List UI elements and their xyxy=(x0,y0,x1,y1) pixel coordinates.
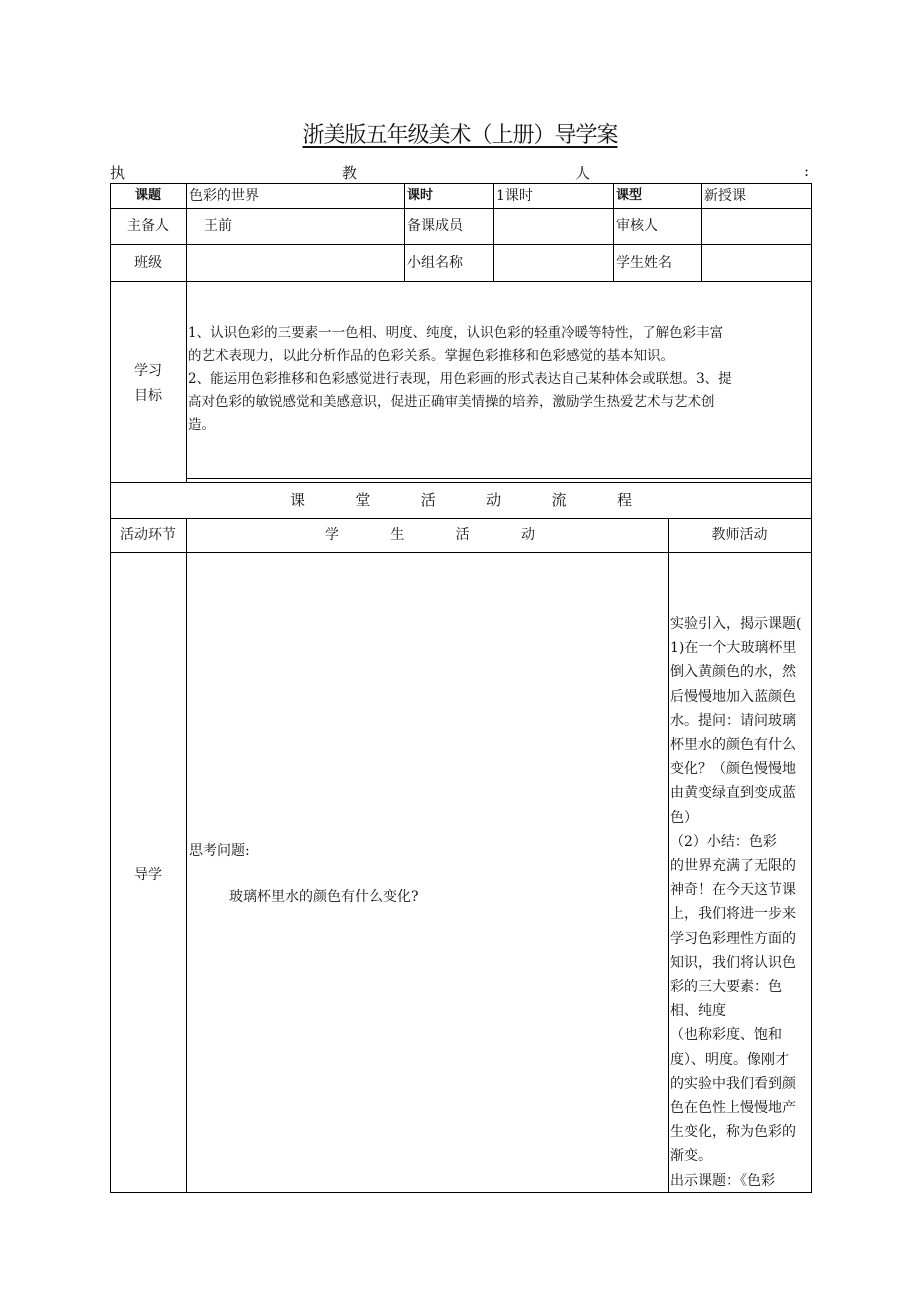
value-periods: 1课时 xyxy=(496,188,533,204)
objective-line: 的艺术表现力，以此分析作品的色彩关系。掌握色彩推移和色彩感觉的基本知识。 xyxy=(188,348,674,364)
label-class: 班级 xyxy=(134,255,162,271)
value-lead-preparer: 王前 xyxy=(204,218,232,234)
exec-char: 教 xyxy=(342,164,358,182)
exec-char: 人 xyxy=(575,164,591,182)
label-lead-preparer: 主备人 xyxy=(127,218,169,234)
col-header-teacher: 教师活动 xyxy=(711,527,768,543)
objectives-label: 学习 目标 xyxy=(134,363,162,404)
stage-guide: 导学 xyxy=(134,867,162,883)
exec-char: 执 xyxy=(110,164,126,182)
objective-line: 高对色彩的敏锐感觉和美感意识，促进正确审美情操的培养，激励学生热爱艺术与艺术创 xyxy=(188,394,715,410)
label-topic: 课题 xyxy=(134,188,161,203)
objective-line: 2、能运用色彩推移和色彩感觉进行表现，用色彩画的形式表达自己某种体会或联想。3、提 xyxy=(188,371,732,387)
exec-char: : xyxy=(804,162,810,180)
objective-line: 1、认识色彩的三要素一一色相、明度、纯度，认识色彩的轻重冷暖等特性，了解色彩丰富 xyxy=(188,325,724,341)
objective-line: 造。 xyxy=(188,417,215,433)
executing-teacher-line xyxy=(110,162,812,182)
col-header-student: 学 生 活 动 xyxy=(325,527,535,543)
document-title: 浙美版五年级美术（上册）导学案 xyxy=(302,123,618,148)
value-lesson-type: 新授课 xyxy=(704,188,746,204)
teacher-activity-text: 实验引入，揭示课题( 1)在一个大玻璃杯里 倒入黄颜色的水，然 后慢慢地加入蓝颜色 水。提问：请问玻璃 杯里水的颜色有什么 变化？（颜色慢慢地 由黄变绿直到变成蓝 色） （2）小结：色彩 的世界充满了无限的 神奇！在今天这节课 上，我们将进一步来 学习色彩理性方面的 知识，我们将认识色 彩的三大要素：色 相、纯度 （也称彩度、饱和 度）、明度。像刚才 的实验中我们看到颜 色在色性上慢慢地产 生变化，称为色彩的 渐变。 出示课题：《色彩 xyxy=(670,616,802,1189)
label-student-name: 学生姓名 xyxy=(616,255,672,271)
label-reviewer: 审核人 xyxy=(616,218,658,234)
label-group-name: 小组名称 xyxy=(407,255,463,271)
label-lesson-type: 课型 xyxy=(616,188,643,203)
flow-heading: 课 堂 活 动 流 程 xyxy=(290,491,632,509)
label-prep-members: 备课成员 xyxy=(407,218,463,234)
label-periods: 课时 xyxy=(407,188,434,203)
student-question: 玻璃杯里水的颜色有什么变化? xyxy=(229,889,419,905)
col-header-stage: 活动环节 xyxy=(120,527,176,543)
student-question-label: 思考问题: xyxy=(189,843,250,859)
value-topic: 色彩的世界 xyxy=(189,188,259,204)
objectives-text xyxy=(188,322,810,437)
